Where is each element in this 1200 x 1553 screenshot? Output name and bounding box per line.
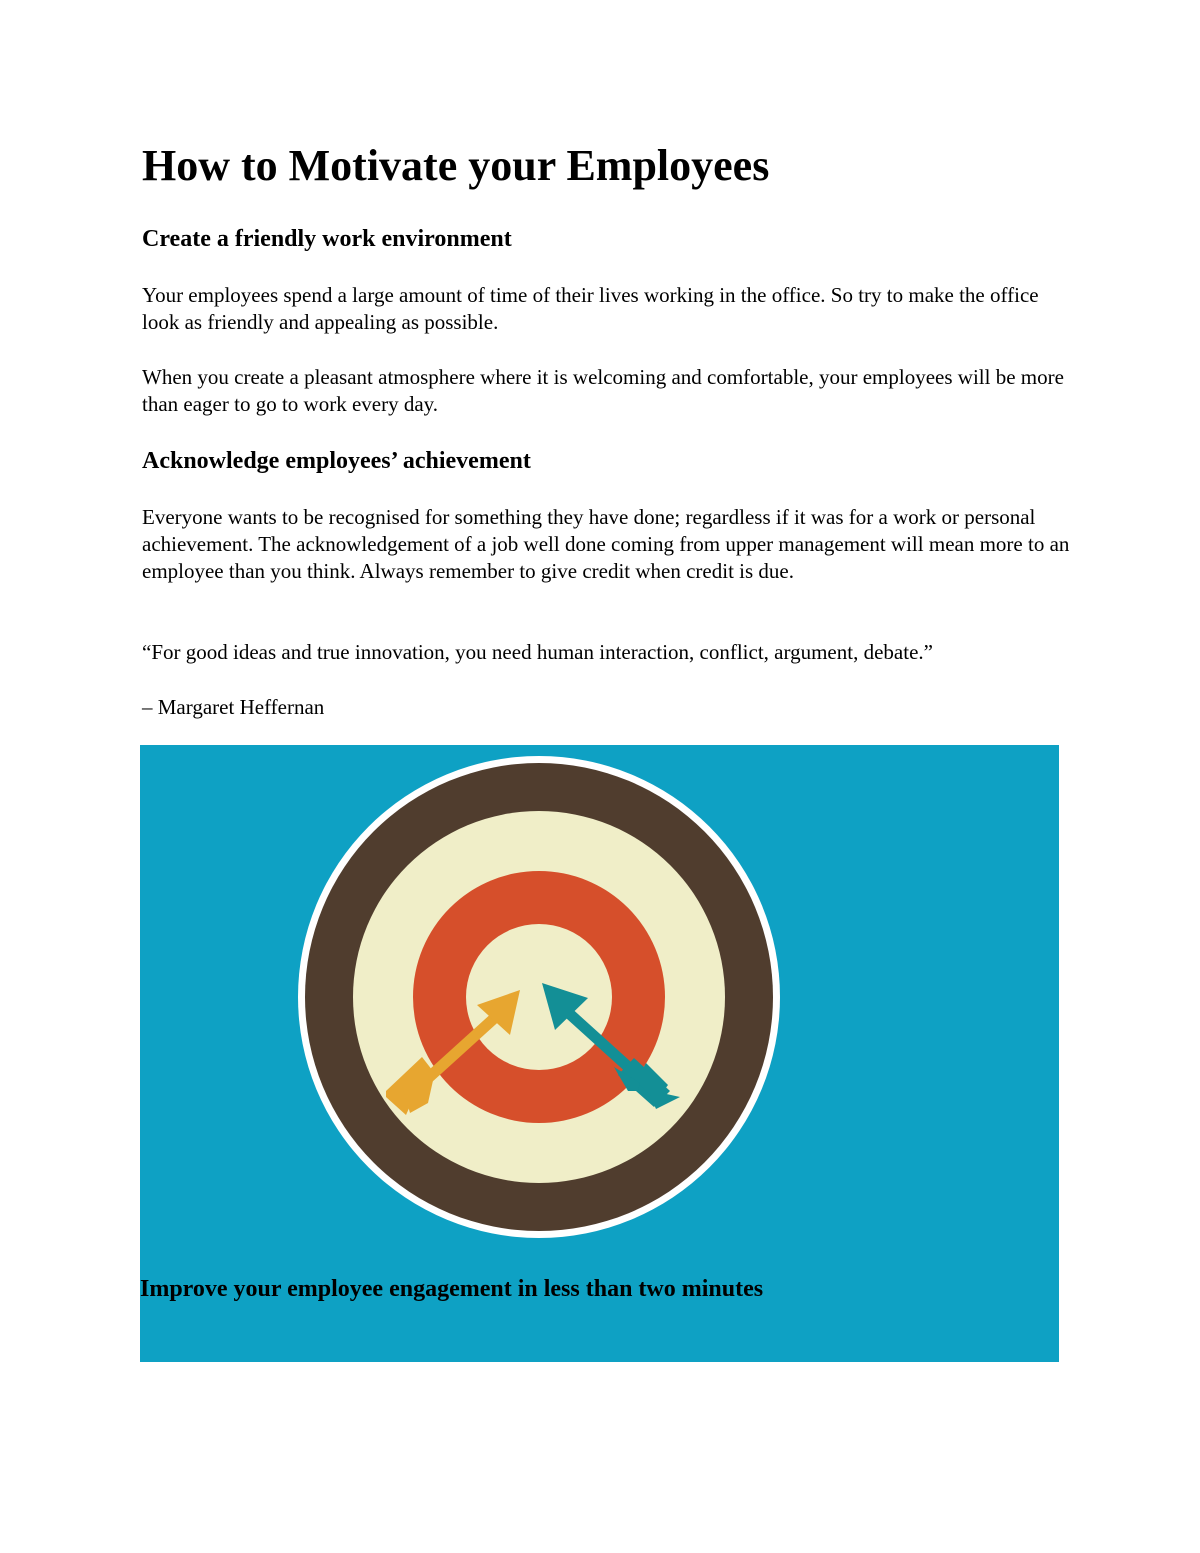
figure-caption: Improve your employee engagement in less than two minutes bbox=[140, 1276, 764, 1302]
quote-attribution: – Margaret Heffernan bbox=[142, 695, 325, 719]
section-heading-friendly-environment: Create a friendly work environment bbox=[142, 226, 512, 252]
target-illustration-panel bbox=[140, 745, 1059, 1362]
paragraph-recognition: Everyone wants to be recognised for something they have done; regardless if it was for a work or personal achievement. The acknowledgement of a job well done coming from upper management will mean more to an employee than you think. Always remember to give credit when credit is due. bbox=[142, 505, 1070, 583]
document-title: How to Motivate your Employees bbox=[142, 141, 770, 190]
target-with-arrows-icon bbox=[140, 745, 1059, 1362]
section-heading-acknowledge-achievement: Acknowledge employees’ achievement bbox=[142, 448, 531, 474]
quote-text: “For good ideas and true innovation, you need human interaction, conflict, argument, debate.” bbox=[142, 640, 933, 664]
target-bullseye bbox=[466, 924, 612, 1070]
paragraph-pleasant-atmosphere: When you create a pleasant atmosphere where it is welcoming and comfortable, your employees will be more than eager to go to work every day. bbox=[142, 365, 1064, 416]
paragraph-time-in-office: Your employees spend a large amount of time of their lives working in the office. So try to make the office look as friendly and appealing as possible. bbox=[142, 283, 1039, 334]
